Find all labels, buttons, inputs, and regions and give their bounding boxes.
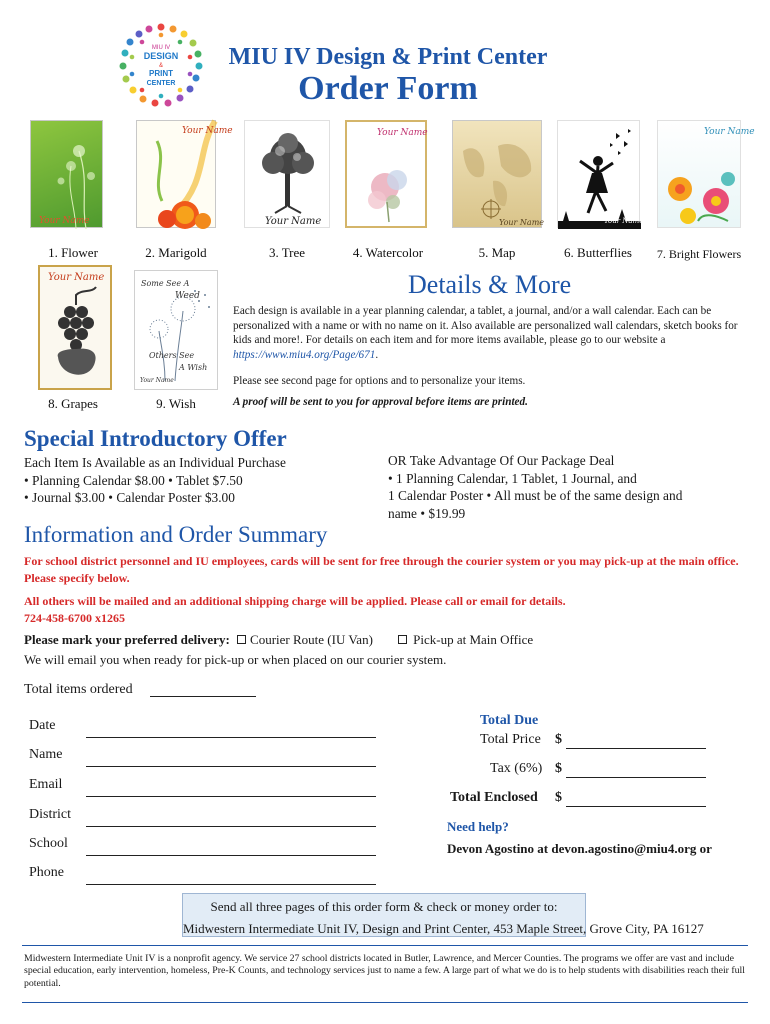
total-due-heading: Total Due <box>480 713 539 728</box>
email-input[interactable] <box>86 796 376 797</box>
design-name-text: Your Name <box>377 128 428 138</box>
offer-line: • Journal $3.00 • Calendar Poster $3.00 <box>24 490 235 505</box>
total-enclosed-input[interactable] <box>566 806 706 807</box>
design-caption: 8. Grapes <box>48 396 98 411</box>
date-input[interactable] <box>86 737 376 738</box>
currency-symbol: $ <box>555 761 562 776</box>
design-flower-thumbnail <box>30 120 103 228</box>
details-paragraph: Each design is available in a year planning calendar, a tablet, a journal, and/or a wall calendar. Each can be personalized with a name or with no name on it. Also available are personalized wall calendars, sketch books for kids and more!. For details on each item and for more items available, please go to our website a <box>233 305 738 347</box>
total-enclosed-label: Total Enclosed <box>450 790 538 805</box>
pickup-checkbox[interactable] <box>398 635 407 644</box>
email-note: We will email you when ready for pick-up or when placed on our courier system. <box>24 652 447 667</box>
design-caption: 6. Butterflies <box>564 245 632 260</box>
design-wish-thumbnail <box>134 270 218 390</box>
phone-number: 724-458-6700 x1265 <box>24 611 125 625</box>
design-marigold-thumbnail <box>136 120 233 228</box>
phone-input[interactable] <box>86 884 376 885</box>
design-name-text: Your Name <box>499 218 545 227</box>
design-caption: 2. Marigold <box>145 245 207 260</box>
total-items-input[interactable] <box>150 696 256 697</box>
help-contact: Devon Agostino at devon.agostino@miu4.org or <box>447 841 712 856</box>
about-paragraph: Midwestern Intermediate Unit IV is a nonprofit agency. We service 27 school districts located in Butler, Lawrence, and Mercer Counties. The programs we offer are vast and include special education, early intervention, homeless, Pre-K Counts, and technology services just to name a few. A large part of what we do is to help students with disabilities reach their full potential. <box>24 953 745 989</box>
offer-line: • Planning Calendar $8.00 • Tablet $7.50 <box>24 472 243 488</box>
offer-line: name • $19.99 <box>388 505 466 521</box>
logo-text-2: DESIGN <box>143 51 179 61</box>
wish-text-1: Some See A <box>141 279 190 288</box>
design-caption: 3. Tree <box>268 245 306 260</box>
total-price-label: Total Price <box>480 732 541 747</box>
wish-text-3: Others See <box>149 351 195 360</box>
design-bright-flowers-thumbnail <box>657 120 755 228</box>
details-title: Details & More <box>408 270 572 299</box>
header-subtitle: MIU IV Design & Print Center <box>228 44 548 70</box>
design-caption: 9. Wish <box>156 396 196 411</box>
field-label-district: District <box>29 807 71 822</box>
field-label-phone: Phone <box>29 865 64 880</box>
field-label-school: School <box>29 836 68 851</box>
pickup-option-label: Pick-up at Main Office <box>413 632 534 647</box>
logo-text-4: PRINT <box>149 69 173 78</box>
website-link[interactable]: https://www.miu4.org/Page/671 <box>233 348 376 361</box>
district-input[interactable] <box>86 826 376 827</box>
offer-line: 1 Calendar Poster • All must be of the same design and <box>388 488 683 503</box>
courier-option-label: Courier Route (IU Van) <box>250 632 373 647</box>
mailing-instructions-box <box>182 893 704 937</box>
design-name-text: Your Name <box>39 216 90 226</box>
design-caption: 7. Bright Flowers <box>656 247 742 261</box>
delivery-label: Please mark your preferred delivery: <box>24 632 230 647</box>
design-caption: 5. Map <box>478 245 516 260</box>
page-title: Order Form <box>298 70 478 107</box>
design-watercolor-thumbnail <box>345 120 427 228</box>
name-input[interactable] <box>86 766 376 767</box>
link-suffix: . <box>375 348 379 361</box>
design-name-text: Your Name <box>704 127 755 137</box>
field-label-email: Email <box>29 777 63 792</box>
design-tree-thumbnail <box>244 120 330 228</box>
design-name-text: Your Name <box>182 126 233 136</box>
design-name-text: Your Name <box>140 377 174 384</box>
field-label-name: Name <box>29 747 63 762</box>
divider <box>22 945 748 946</box>
design-name-text: Your Name <box>48 272 105 283</box>
design-caption: 1. Flower <box>48 245 98 260</box>
logo-text-3: & <box>158 63 164 69</box>
help-heading: Need help? <box>447 819 509 834</box>
currency-symbol: $ <box>555 732 562 747</box>
footer-line-2: Midwestern Intermediate Unit IV, Design and Print Center, 453 Maple Street, Grove City, PA 16127 <box>183 921 704 936</box>
field-label-date: Date <box>29 718 56 733</box>
currency-symbol: $ <box>555 790 562 805</box>
proof-note: A proof will be sent to you for approval before items are printed. <box>233 396 528 408</box>
offer-package <box>388 452 682 522</box>
design-caption: 4. Watercolor <box>352 245 424 260</box>
wish-text-4: A Wish <box>179 363 208 372</box>
logo-text-1: MIU IV <box>151 45 171 51</box>
divider <box>22 1002 748 1003</box>
logo <box>118 22 204 108</box>
design-map-thumbnail <box>452 120 545 228</box>
design-grapes-thumbnail <box>38 265 112 390</box>
tax-input[interactable] <box>566 777 706 778</box>
wish-text-2: Weed <box>175 291 200 301</box>
staff-notice: For school district personnel and IU employees, cards will be sent for free through the courier system or you may pick-up at the main office. Please specify below. <box>24 554 739 585</box>
offer-line: • 1 Planning Calendar, 1 Tablet, 1 Journal, and <box>388 470 637 486</box>
total-items-label: Total items ordered <box>24 682 133 697</box>
design-name-text: Your Name <box>265 216 322 227</box>
mail-notice: All others will be mailed and an additional shipping charge will be applied. Please call or email for details. <box>24 594 566 608</box>
total-price-input[interactable] <box>566 748 706 749</box>
offer-line: OR Take Advantage Of Our Package Deal <box>388 453 615 468</box>
second-page-note: Please see second page for options and to personalize your items. <box>233 375 526 387</box>
school-input[interactable] <box>86 855 376 856</box>
details-text <box>233 304 753 362</box>
logo-text-5: CENTER <box>146 80 176 87</box>
design-name-text: Your Name <box>604 217 644 225</box>
offer-title: Special Introductory Offer <box>24 426 287 451</box>
summary-title: Information and Order Summary <box>24 522 328 547</box>
tax-label: Tax (6%) <box>490 761 543 776</box>
courier-checkbox[interactable] <box>237 635 246 644</box>
delivery-row <box>24 632 533 648</box>
design-butterflies-thumbnail <box>557 120 644 228</box>
offer-individual <box>24 454 286 507</box>
offer-line: Each Item Is Available as an Individual Purchase <box>24 455 286 470</box>
footer-line-1: Send all three pages of this order form & check or money order to: <box>210 899 558 914</box>
